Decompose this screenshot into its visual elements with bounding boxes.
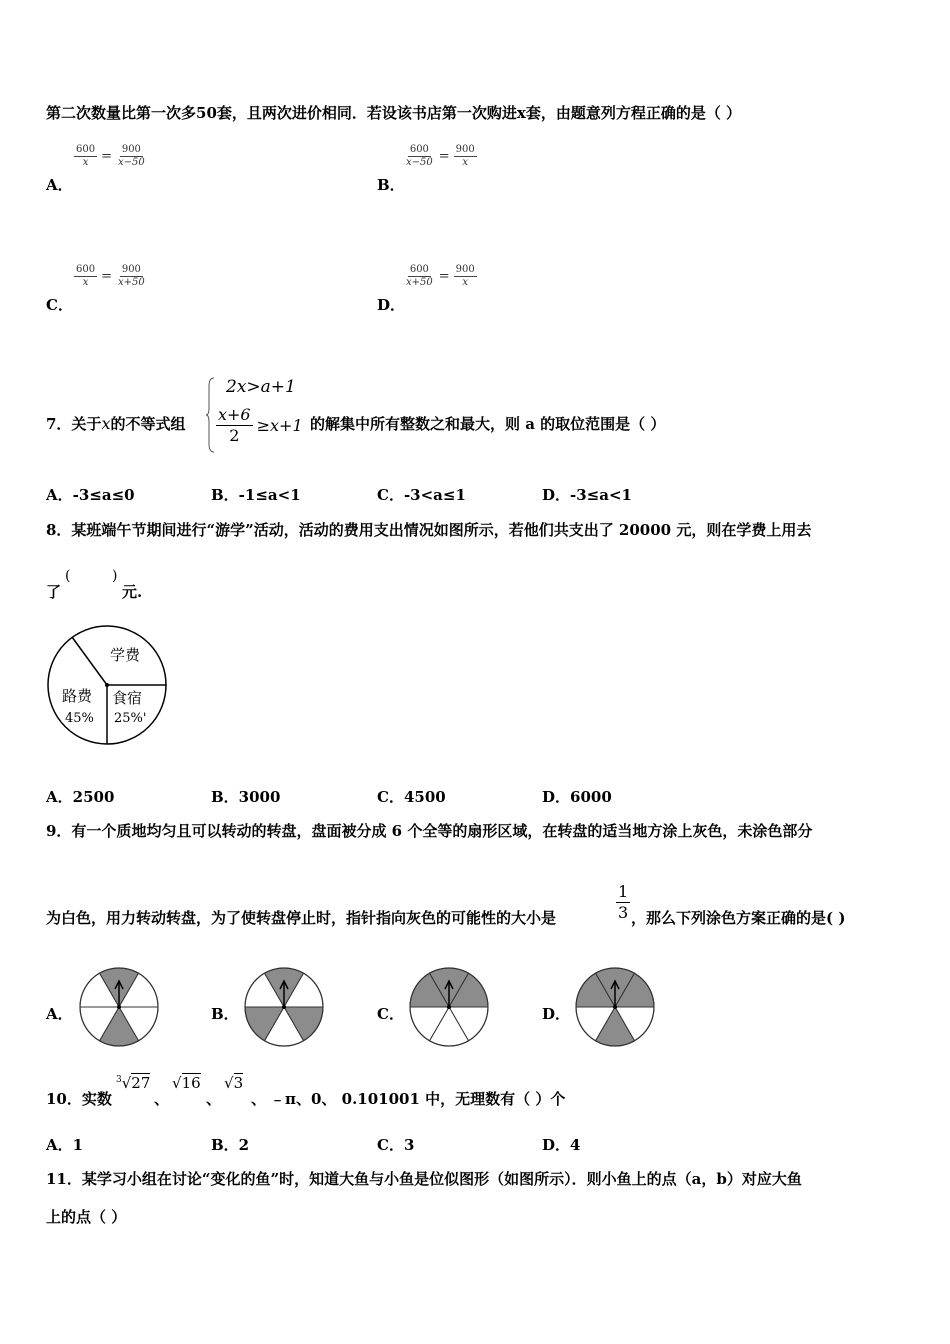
q6-option-d-label[interactable]: D． <box>377 296 406 314</box>
q11-line1: 11．某学习小组在讨论“变化的鱼”时，知道大鱼与小鱼是位似图形（如图所示）．则小鱼上的点（a，b）对应大鱼 <box>46 1170 802 1188</box>
q9-line2-end: ，那么下列涂色方案正确的是( ) <box>631 909 846 927</box>
q9-spinner-c[interactable] <box>408 966 490 1048</box>
q7-prefix: 7．关于x的不等式组 <box>46 414 186 433</box>
q7-option-b[interactable]: B．-1≤a<1 <box>211 486 301 504</box>
q10-option-c[interactable]: C．3 <box>377 1136 415 1154</box>
q7-brace <box>206 376 216 454</box>
pie-label-food: 食宿 <box>112 689 143 707</box>
spinner-center <box>447 1005 451 1009</box>
q7-inequality-2: $\frac{x+6}{2}$ ≥x+1 <box>218 405 303 445</box>
q6-option-a-label[interactable]: A． <box>46 176 73 194</box>
q6-option-d-equation: $\frac{600}{x+50}$ = $\frac{900}{x}$ <box>406 264 475 288</box>
q7-option-a[interactable]: A．-3≤a≤0 <box>46 486 135 504</box>
q7-option-c[interactable]: C．-3<a≤1 <box>377 486 466 504</box>
pie-center <box>105 683 109 687</box>
q10-cube-root: $^3$√27 <box>116 1074 151 1092</box>
q9-fraction: 1 3 <box>618 882 629 922</box>
q9-option-c-label[interactable]: C． <box>377 1005 404 1023</box>
pie-label-travel: 路费 <box>62 687 93 705</box>
q10-prefix: 10．实数 <box>46 1090 112 1108</box>
q8-option-d[interactable]: D．6000 <box>542 788 612 806</box>
q6-option-c-label[interactable]: C． <box>46 296 73 314</box>
q9-line1: 9．有一个质地均匀且可以转动的转盘，盘面被分成 6 个全等的扇形区域，在转盘的适当地方涂上灰色，未涂色部分 <box>46 822 813 840</box>
q8-option-b[interactable]: B．3000 <box>211 788 281 806</box>
pie-percent-food: 25%' <box>114 711 147 726</box>
q8-line2-end: 元. <box>122 583 143 601</box>
q9-spinner-d[interactable] <box>574 966 656 1048</box>
q8-option-c[interactable]: C．4500 <box>377 788 446 806</box>
q10-sqrt-3: √3 <box>224 1074 244 1092</box>
q9-spinner-b[interactable] <box>243 966 325 1048</box>
q6-stem: 第二次数量比第一次多50套，且两次进价相同．若设该书店第一次购进x套，由题意列方程正确的是（ ） <box>46 104 742 122</box>
q8-line2-start: 了 <box>46 583 62 601</box>
q11-line2: 上的点（ ） <box>46 1208 127 1226</box>
q9-option-a-label[interactable]: A． <box>46 1005 73 1023</box>
spinner-center <box>613 1005 617 1009</box>
q9-spinner-a[interactable] <box>78 966 160 1048</box>
q8-pie-chart <box>46 625 170 747</box>
q8-option-a[interactable]: A．2500 <box>46 788 115 806</box>
q10-option-b[interactable]: B．2 <box>211 1136 250 1154</box>
spinner-center <box>117 1005 121 1009</box>
q7-inequality-1: 2x>a+1 <box>226 377 296 397</box>
q10-sep-2: 、 <box>206 1090 222 1108</box>
pie-percent-travel: 45% <box>65 711 94 726</box>
q9-option-b-label[interactable]: B． <box>211 1005 239 1023</box>
q8-line1: 8．某班端午节期间进行“游学”活动，活动的费用支出情况如图所示，若他们共支出了 20000 元，则在学费上用去 <box>46 521 812 539</box>
q6-option-a-equation: $\frac{600}{x}$ = $\frac{900}{x-50}$ <box>76 144 145 168</box>
q9-option-d-label[interactable]: D． <box>542 1005 571 1023</box>
q6-option-b-label[interactable]: B． <box>377 176 405 194</box>
q9-line2-start: 为白色，用力转动转盘，为了使转盘停止时，指针指向灰色的可能性的大小是 <box>46 909 557 927</box>
q10-option-d[interactable]: D．4 <box>542 1136 581 1154</box>
q8-paren-close: ) <box>112 568 118 584</box>
pie-label-tuition: 学费 <box>110 646 141 664</box>
q8-paren-open: ( <box>65 568 71 584</box>
q10-sqrt-16: √16 <box>172 1074 201 1092</box>
spinner-center <box>282 1005 286 1009</box>
q7-option-d[interactable]: D．-3≤a<1 <box>542 486 632 504</box>
q6-option-b-equation: $\frac{600}{x-50}$ = $\frac{900}{x}$ <box>406 144 475 168</box>
q7-suffix: 的解集中所有整数之和最大，则 a 的取位范围是（ ） <box>310 415 666 433</box>
q10-sep-1: 、 <box>154 1090 170 1108</box>
q6-option-c-equation: $\frac{600}{x}$ = $\frac{900}{x+50}$ <box>76 264 145 288</box>
q10-rest: ﹣π、0、 0.101001 中，无理数有（ ）个 <box>270 1090 566 1108</box>
q10-sep-3: 、 <box>251 1090 267 1108</box>
q10-option-a[interactable]: A．1 <box>46 1136 84 1154</box>
